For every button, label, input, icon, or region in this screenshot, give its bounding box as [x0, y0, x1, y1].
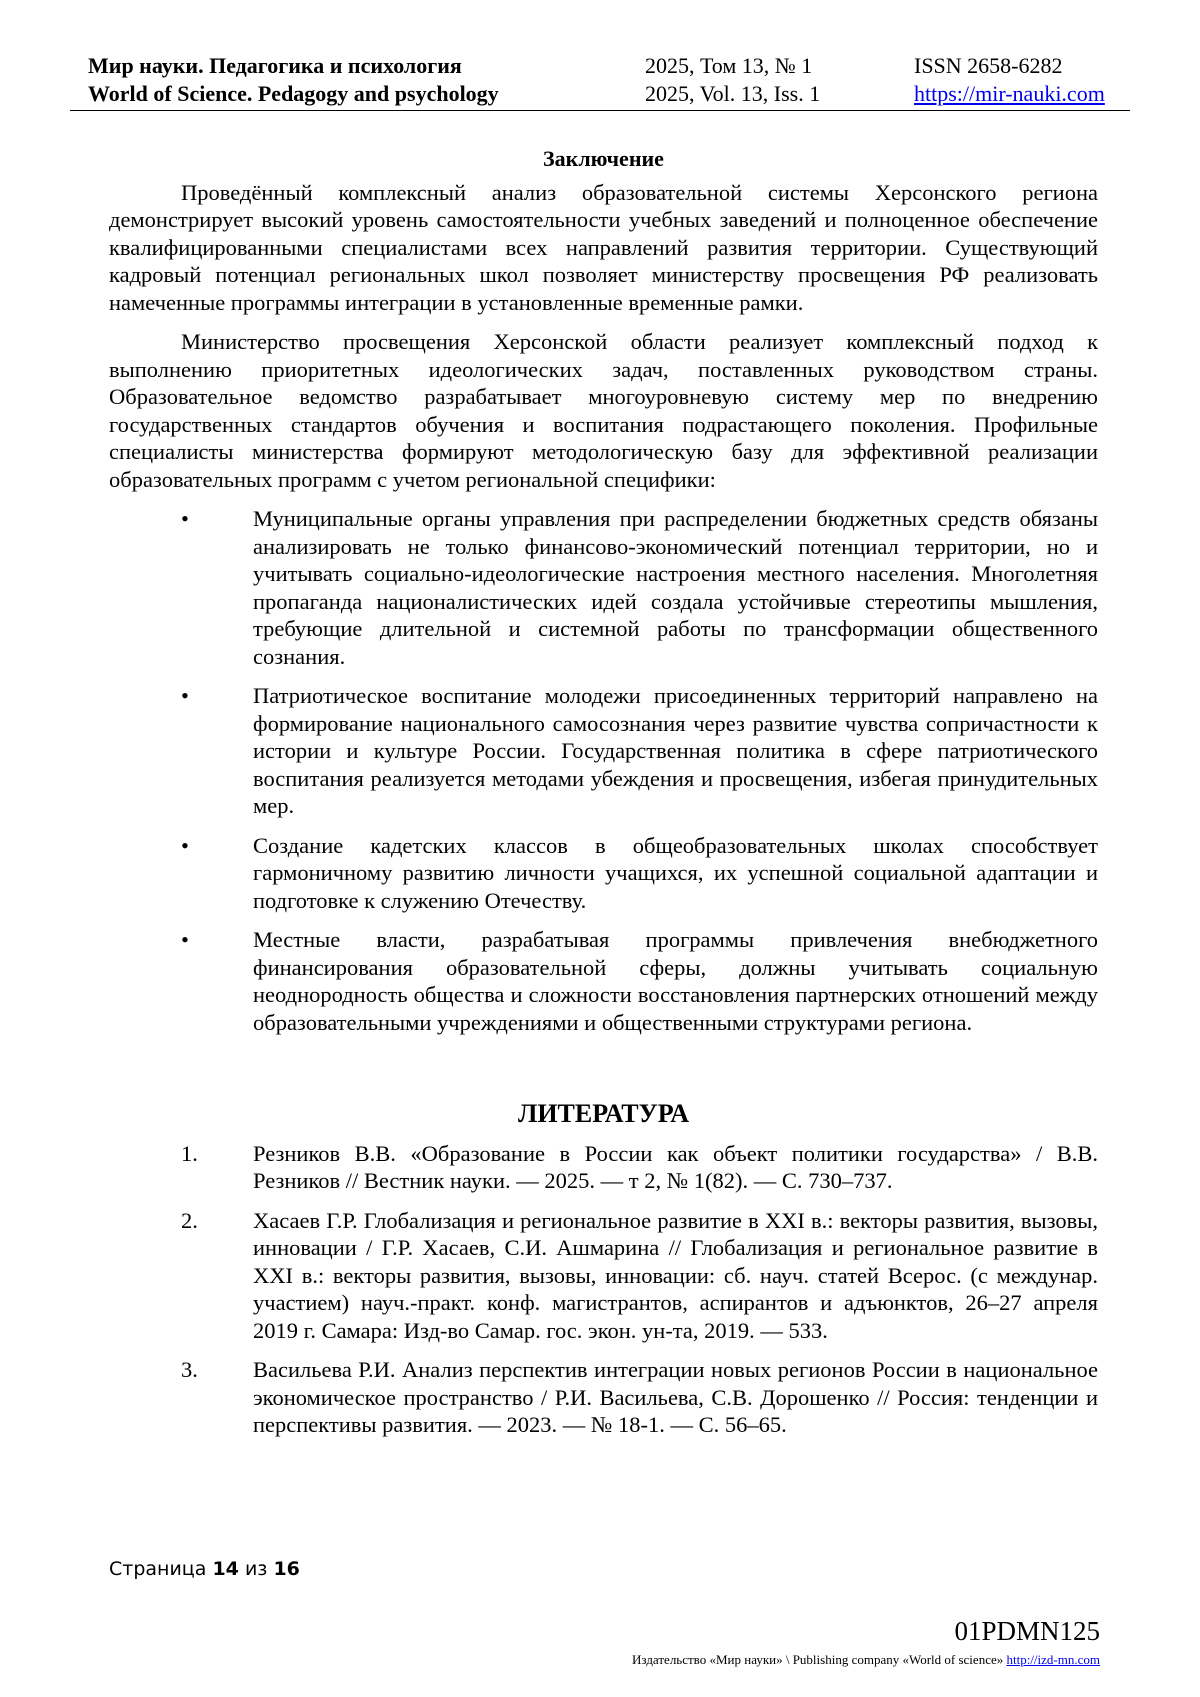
journal-title-block: [88, 52, 499, 108]
journal-title-en: World of Science. Pedagogy and psychology: [88, 81, 499, 106]
issn-block: [914, 52, 1105, 108]
list-item-text: Создание кадетских классов в общеобразовательных школах способствует гармоничному развитию личности учащихся, их успешной социальной адаптации и подготовке к служению Отечеству.: [253, 832, 1098, 913]
issue-en: 2025, Vol. 13, Iss. 1: [645, 81, 821, 106]
reference-text: Резников В.В. «Образование в России как объект политики государства» / В.В. Резников // Вестник науки. — 2025. — т 2, № 1(82). — С. 730–737.: [253, 1140, 1098, 1193]
journal-title-ru: Мир науки. Педагогика и психология: [88, 53, 462, 78]
publisher-link[interactable]: http://izd-mn.com: [1006, 1652, 1100, 1667]
conclusion-title: Заключение: [543, 146, 664, 171]
page-total: 16: [273, 1558, 300, 1580]
reference-item: [109, 1207, 1098, 1345]
issue-block: [645, 52, 820, 108]
page-current: 14: [212, 1558, 239, 1580]
page-word: Страница: [109, 1558, 207, 1580]
list-item: [109, 505, 1098, 670]
list-item: [109, 682, 1098, 820]
bullet-icon: •: [181, 927, 189, 952]
page-of: из: [244, 1558, 268, 1580]
page-number: [109, 1558, 300, 1580]
reference-number: 2.: [181, 1207, 198, 1233]
issn: ISSN 2658-6282: [914, 53, 1063, 78]
list-item: [109, 832, 1098, 915]
publisher-text: Издательство «Мир науки» \ Publishing company «World of science»: [632, 1652, 1004, 1667]
article-code: 01PDMN125: [954, 1616, 1100, 1646]
reference-text: Васильева Р.И. Анализ перспектив интеграции новых регионов России в национальное экономическое пространство / Р.И. Васильева, С.В. Дорошенко // Россия: тенденции и перспективы развития. — 2023. — № 18-1. — С. 56–65.: [253, 1357, 1098, 1437]
bullet-icon: •: [181, 683, 189, 708]
bullet-icon: •: [181, 832, 189, 858]
reference-item: [109, 1140, 1098, 1195]
reference-item: [109, 1356, 1098, 1439]
list-item-text: Местные власти, разрабатывая программы привлечения внебюджетного финансирования образовательной сферы, должны учитывать социальную неоднородность общества и сложности восстановления партнерских отношений между образовательными учреждениями и общественными структурами региона.: [253, 927, 1098, 1035]
reference-text: Хасаев Г.Р. Глобализация и региональное развитие в XXI в.: векторы развития, вызовы, инновации / Г.Р. Хасаев, С.И. Ашмарина // Глобализация и региональное развитие в XXI в.: векторы развития, вызовы, инновации: сб. науч. статей Всерос. (с междунар. участием) науч.-практ. конф. магистрантов, аспирантов и адъюнктов, 26–27 апреля 2019 г. Самара: Изд-во Самар. гос. экон. ун-та, 2019. — 533.: [253, 1207, 1098, 1343]
bullet-icon: •: [181, 506, 189, 531]
conclusion-bullet-list: [109, 505, 1098, 1036]
reference-number: 1.: [181, 1140, 198, 1166]
page-header: [70, 52, 1130, 111]
list-item-text: Муниципальные органы управления при распределении бюджетных средств обязаны анализировать не только финансово-экономический потенциал территории, но и учитывать социально-идеологические настроения местного населения. Многолетняя пропаганда националистических идей создала устойчивые стереотипы мышления, требующие длительной и системной работы по трансформации общественного сознания.: [253, 506, 1098, 669]
publisher-line: [632, 1652, 1100, 1668]
reference-number: 3.: [181, 1357, 198, 1382]
reference-list: [109, 1140, 1098, 1439]
issue-ru: 2025, Том 13, № 1: [645, 53, 813, 78]
literature-title: ЛИТЕРАТУРА: [517, 1099, 690, 1128]
conclusion-paragraph: Министерство просвещения Херсонской области реализует комплексный подход к выполнению приоритетных идеологических задач, поставленных руководством страны. Образовательное ведомство разрабатывает многоуровневую систему мер по внедрению государственных стандартов обучения и воспитания подрастающего поколения. Профильные специалисты министерства формируют методологическую базу для эффективной реализации образовательных программ с учетом региональной специфики:: [109, 329, 1098, 492]
conclusion-paragraph: Проведённый комплексный анализ образовательной системы Херсонского региона демонстрирует высокий уровень самостоятельности учебных заведений и полноценное обеспечение квалифицированными специалистами всех направлений развития территории. Существующий кадровый потенциал региональных школ позволяет министерству просвещения РФ реализовать намеченные программы интеграции в установленные временные рамки.: [109, 179, 1098, 315]
main-content: [109, 145, 1098, 1451]
journal-url-link[interactable]: https://mir-nauki.com: [914, 81, 1105, 106]
list-item: [109, 926, 1098, 1036]
list-item-text: Патриотическое воспитание молодежи присоединенных территорий направлено на формирование национального самосознания через развитие чувства сопричастности к истории и культуре России. Государственная политика в сфере патриотического воспитания реализуется методами убеждения и просвещения, избегая принудительных мер.: [253, 683, 1098, 818]
